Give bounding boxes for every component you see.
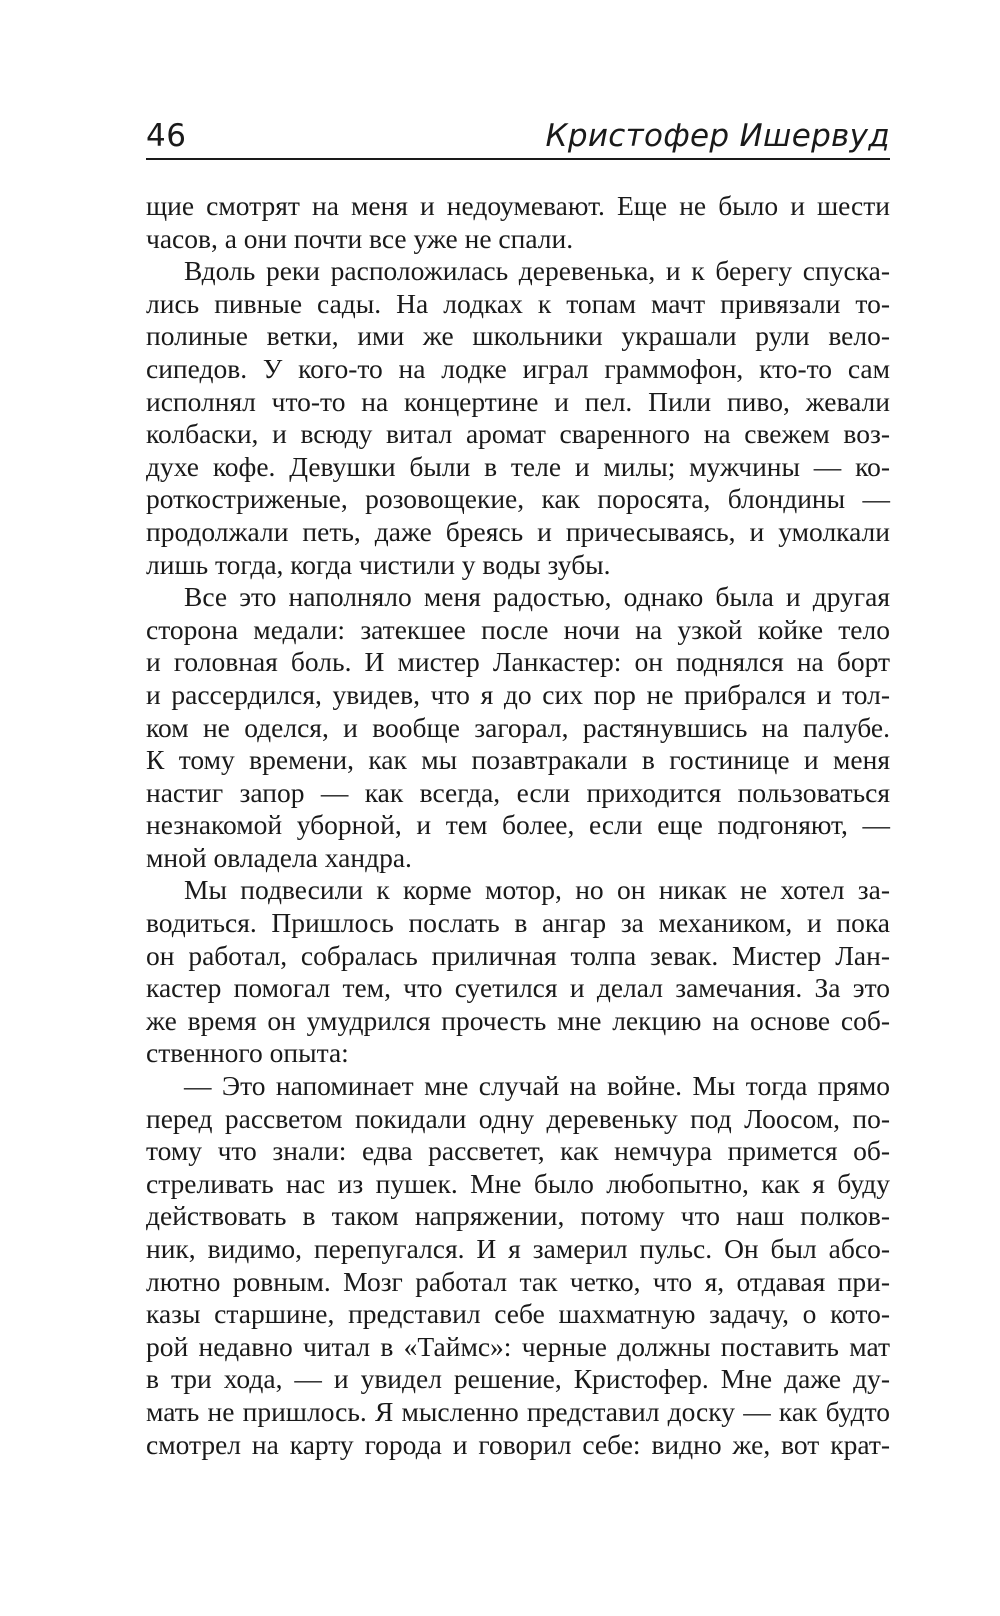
text-line: К тому времени, как мы позавтракали в гостинице и меня [146,744,890,776]
text-line: кастер помогал тем, что суетился и делал замечания. За это [146,972,890,1004]
text-body [146,190,890,1461]
text-line: сторона медали: затекшее после ночи на узкой койке тело [146,613,890,645]
text-line: он работал, собралась приличная толпа зевак. Мистер Лан- [146,939,890,971]
text-line: стреливать нас из пушек. Мне было любопытно, как я буду [146,1167,890,1199]
text-line: исполнял что-то на концертине и пел. Пили пиво, жевали [146,385,890,417]
text-line: полиные ветки, ими же школьники украшали рули вело- [146,320,890,352]
paragraph [146,190,890,255]
text-line: тому что знали: едва рассветет, как немчура примется об- [146,1135,890,1167]
text-line: лишь тогда, когда чистили у воды зубы. [146,548,611,580]
text-line: незнакомой уборной, и тем более, если еще подгоняют, — [146,809,890,841]
text-line: перед рассветом покидали одну деревеньку под Лоосом, по- [146,1102,890,1134]
page-number: 46 [146,118,187,154]
page-header [146,108,890,160]
text-line: рой недавно читал в «Таймс»: черные должны поставить мат [146,1330,890,1362]
text-line: колбаски, и всюду витал аромат сваренного на свежем воз- [146,418,890,450]
text-line: ник, видимо, перепугался. И я замерил пульс. Он был абсо- [146,1233,890,1264]
text-line: настиг запор — как всегда, если приходится пользоваться [146,776,890,808]
text-line: смотрел на карту города и говорил себе: видно же, вот крат- [146,1428,890,1460]
text-line: же время он умудрился прочесть мне лекцию на основе соб- [146,1004,890,1036]
paragraph [146,1070,890,1461]
text-line: ственного опыта: [146,1037,349,1069]
text-line: Вдоль реки расположилась деревенька, и к берегу спуска- [184,255,890,287]
text-line: мной овладела хандра. [146,841,412,873]
text-line: и головная боль. И мистер Ланкастер: он поднялся на борт [146,646,890,678]
text-line: действовать в таком напряжении, потому что наш полков- [146,1200,890,1232]
text-line: роткостриженые, розовощекие, как поросята, блондины — [146,483,890,515]
text-line: лютно ровным. Мозг работал так четко, что я, отдавая при- [146,1265,890,1297]
text-line: в три хода, — и увидел решение, Кристофер. Мне даже ду- [146,1363,890,1395]
text-line: продолжали петь, даже бреясь и причесываясь, и умолкали [146,515,890,547]
text-line: лись пивные сады. На лодках к топам мачт привязали то- [146,287,890,319]
text-line: ком не оделся, и вообще загорал, растянувшись на палубе. [146,711,890,743]
paragraph [146,874,890,1070]
text-line: щие смотрят на меня и недоумевают. Еще не было и шести [146,190,890,221]
text-line: водиться. Пришлось послать в ангар за механиком, и пока [146,907,890,939]
text-line: и рассердился, увидев, что я до сих пор не прибрался и тол- [146,678,890,710]
running-title: Кристофер Ишервуд [545,118,890,154]
text-line: часов, а они почти все уже не спали. [146,222,574,254]
text-line: казы старшине, представил себе шахматную задачу, о кото- [146,1298,890,1330]
paragraph [146,581,890,874]
text-line: сипедов. У кого-то на лодке играл граммофон, кто-то сам [146,352,890,384]
text-line: Все это наполняло меня радостью, однако была и другая [184,581,890,613]
paragraph [146,255,890,581]
text-line: духе кофе. Девушки были в теле и милы; мужчины — ко- [146,450,890,482]
text-line: мать не пришлось. Я мысленно представил доску — как будто [146,1395,890,1427]
text-line: — Это напоминает мне случай на войне. Мы тогда прямо [184,1070,890,1102]
text-line: Мы подвесили к корме мотор, но он никак не хотел за- [184,874,890,906]
